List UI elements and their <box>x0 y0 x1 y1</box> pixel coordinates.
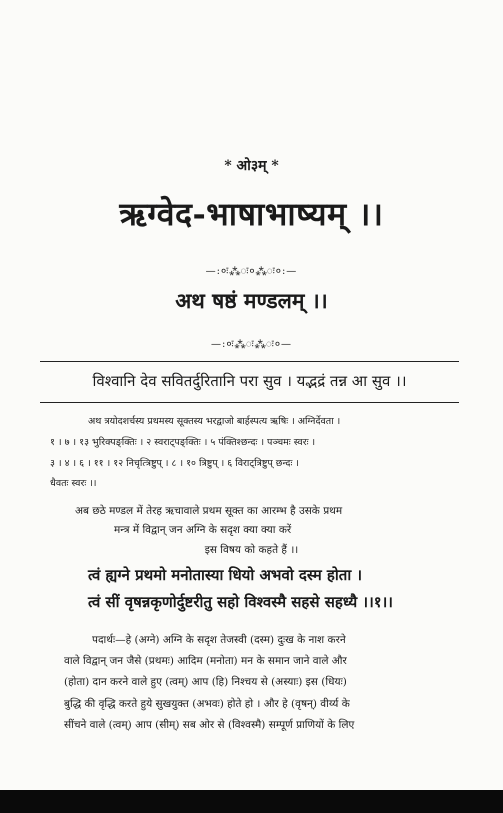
invocation-verse: विश्वानि देव सवितर्दुरितानि परा सुव । यद्भद्रं तन्न आ सुव ।। <box>92 372 407 390</box>
commentary-line: (होता) दान करने वाले हुए (त्वम्) आप (हि) निश्चय से (अस्याः) इस (धियः) <box>64 676 347 688</box>
mandala-heading: अथ षष्ठं मण्डलम् ।। <box>175 288 328 313</box>
ornament-divider: —:०ः⁂ः०⁂ः०:— <box>205 266 298 277</box>
commentary-line: बुद्धि की वृद्धि करते हुये सुखयुक्त (अभवः) होते हो । और हे (वृषन्) वीर्य्य के <box>64 698 350 710</box>
scan-bottom-edge <box>0 790 503 813</box>
metadata-line: धैवतः स्वरः ।। <box>50 478 97 489</box>
page-title: ऋग्वेद-भाषाभाष्यम् ।। <box>119 195 384 233</box>
mantra-line: त्वं ह्यग्ने प्रथमो मनोतास्या धियो अभवो दस्म होता । <box>88 566 363 584</box>
intro-line: इस विषय को कहते हैं ।। <box>204 544 299 556</box>
metadata-line: अथ त्रयोदशर्चस्य प्रथमस्य सूक्तस्य भरद्वाजो बार्हस्पत्य ऋषिः । अग्निर्देवता । <box>88 416 341 427</box>
metadata-line: १ । ७ । १३ भुरिक्पङ्क्तिः । २ स्वराट्पङ्क्तिः । ५ पंक्तिश्छन्दः । पञ्चमः स्वरः । <box>50 437 316 448</box>
om-heading: * ओ३म् * <box>224 158 279 174</box>
invocation-verse-box <box>40 361 459 403</box>
commentary-line: पदार्थः—हे (अग्ने) अग्नि के सदृश तेजस्वी (दस्म) दुःख के नाश करने <box>92 634 346 646</box>
mantra-line: त्वं सीं वृषन्नकृणोर्दुष्टरीतु सहो विश्वस्मै सहसे सहध्यै ।।१।। <box>88 593 393 611</box>
intro-line: अब छठे मण्डल में तेरह ऋचावाले प्रथम सूक्त का आरम्भ है उसके प्रथम <box>75 505 343 517</box>
metadata-line: ३ । ४ । ६ । ११ । १२ निचृत्त्रिष्टुप् । ८ । १० त्रिष्टुप् । ६ विराट्त्रिष्टुप् छन्दः । <box>50 458 299 469</box>
ornament-divider: —:०ः⁂ः⁂ः०— <box>210 339 293 350</box>
commentary-line: वाले विद्वान् जन जैसे (प्रथमः) आदिम (मनोता) मन के समान जाने वाले और <box>64 655 347 667</box>
intro-line: मन्त्र में विद्वान् जन अग्नि के सदृश क्या क्या करें <box>114 524 292 536</box>
commentary-line: सींचने वाले (त्वम्) आप (सीम्) सब ओर से (विश्वस्मै) सम्पूर्ण प्राणियों के लिए <box>64 719 355 731</box>
